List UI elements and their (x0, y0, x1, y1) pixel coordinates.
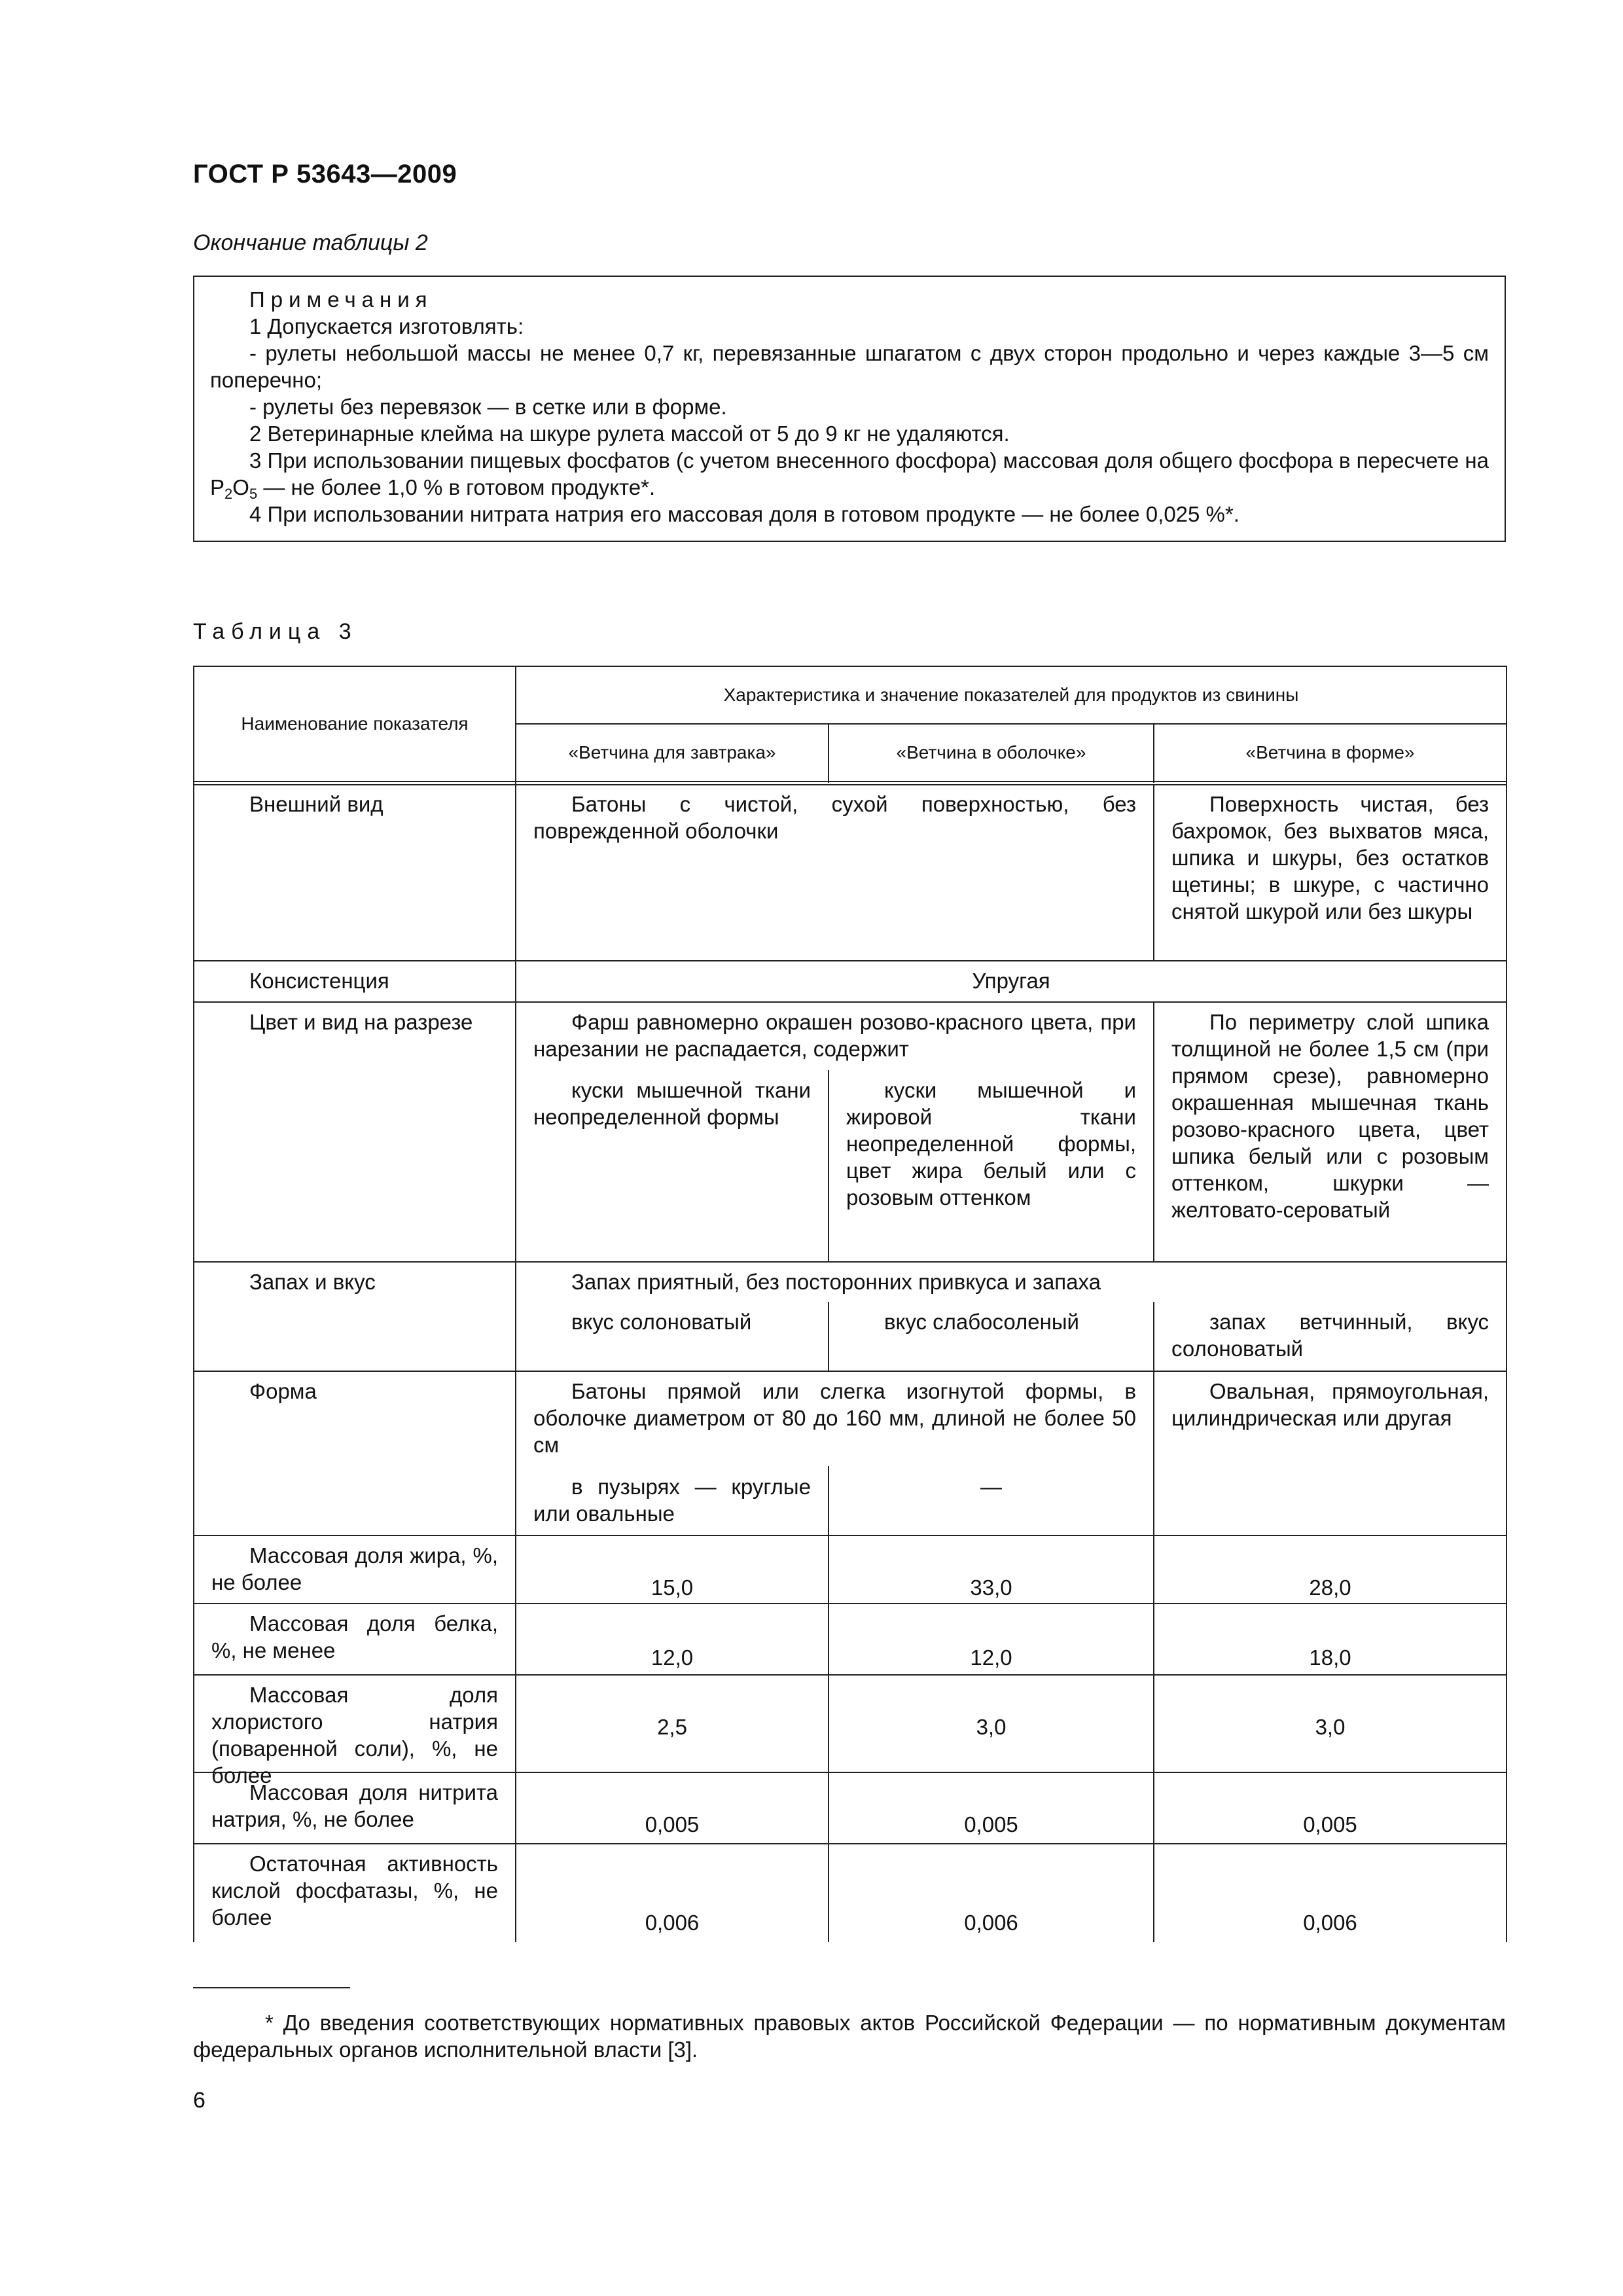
table-border-right (1506, 666, 1507, 1942)
row-label-shape (194, 1372, 515, 1405)
continuation-caption: Окончание таблицы 2 (193, 230, 428, 255)
cell-text: запах ветчинный, вкус солоноватый (1171, 1310, 1489, 1361)
row-label-color-cut (194, 1003, 515, 1035)
row-label-consistency (194, 962, 515, 994)
protein-mold: 18,0 (1309, 1645, 1351, 1670)
cell-text: вкус солоноватый (571, 1310, 752, 1334)
label-text: Массовая доля хлористого натрия (поваренной соли), %, не более (211, 1683, 498, 1787)
row-label-fat (194, 1537, 515, 1596)
row-line (193, 1603, 1507, 1604)
label-text: Массовая доля нитрита натрия, %, не более (211, 1780, 498, 1831)
note-item: - рулеты небольшой массы не менее 0,7 кг, перевязанные шпагатом с двух сторон продольно и через каждые 3—5 см поперечно; (210, 341, 1489, 392)
cell-text: Запах приятный, без посторонних привкуса и запаха (571, 1270, 1101, 1294)
note-text: 3 При использовании пищевых фосфатов (с учетом внесенного фосфора) массовая доля общего фосфора в пересчете на P (210, 448, 1489, 499)
table-caption: Таблица 3 (193, 619, 358, 644)
fat-breakfast: 15,0 (651, 1575, 694, 1600)
appearance-common (516, 785, 1153, 844)
row-line (193, 1535, 1507, 1536)
cell-text: По периметру слой шпика толщиной не более 1,5 см (при прямом срезе), равномерно окрашенная мышечная ткань розово-красного цвета, цвет шпика белый или с розовым оттенком, шкурки — желтовато-сероватый (1171, 1010, 1489, 1222)
header-product-casing: «Ветчина в оболочке» (896, 742, 1086, 762)
note-text: — не более 1,0 % в готовом продукте*. (257, 475, 656, 499)
label-text: Остаточная активность кислой фосфатазы, %, не более (211, 1852, 498, 1929)
footnote-rule (193, 1987, 350, 1988)
salt-mold: 3,0 (1315, 1715, 1346, 1739)
shape-common (516, 1372, 1153, 1458)
subscript: 5 (249, 486, 258, 502)
note-text: O (232, 475, 249, 499)
row-line (193, 960, 1507, 961)
label-text: Цвет и вид на разрезе (249, 1010, 473, 1034)
shape-mold (1154, 1372, 1506, 1431)
subscript: 2 (224, 486, 233, 502)
cell-text: куски мышечной и жировой ткани неопределенной формы, цвет жира белый или с розовым оттенком (846, 1078, 1136, 1210)
color-cut-mold (1154, 1003, 1506, 1223)
label-text: Массовая доля белка, %, не менее (211, 1611, 498, 1662)
header-product-mold: «Ветчина в форме» (1245, 742, 1415, 762)
note-item-phosphates (210, 447, 1489, 501)
cell-text: Батоны с чистой, сухой поверхностью, без поврежденной оболочки (533, 792, 1136, 843)
cell-text: — (980, 1475, 1002, 1499)
protein-casing: 12,0 (970, 1645, 1012, 1670)
phosphatase-mold: 0,006 (1303, 1910, 1357, 1935)
nitrite-breakfast: 0,005 (645, 1812, 700, 1837)
row-line (193, 1371, 1507, 1372)
protein-breakfast: 12,0 (651, 1645, 694, 1670)
shape-breakfast (516, 1468, 828, 1527)
smell-taste-common (516, 1263, 1506, 1295)
fat-casing: 33,0 (970, 1575, 1012, 1600)
phosphatase-breakfast: 0,006 (645, 1910, 700, 1935)
header-indicator: Наименование показателя (241, 713, 469, 734)
note-item: - рулеты без перевязок — в сетке или в форме. (249, 395, 727, 419)
notes-box (193, 276, 1506, 542)
smell-taste-mold (1154, 1303, 1506, 1362)
row-line (193, 1674, 1507, 1676)
row-line (193, 1001, 1507, 1003)
cell-text: Батоны прямой или слегка изогнутой формы, в оболочке диаметром от 80 до 160 мм, длиной не более 50 см (533, 1379, 1136, 1457)
smell-taste-breakfast (516, 1303, 828, 1335)
row-label-appearance (194, 785, 515, 817)
label-text: Внешний вид (249, 792, 383, 816)
fat-mold: 28,0 (1309, 1575, 1351, 1600)
header-group: Характеристика и значение показателей для продуктов из свинины (723, 685, 1299, 705)
footnote-text: * До введения соответствующих нормативных правовых актов Российской Федерации — по нормативным документам федеральных органов исполнительной власти [3]. (193, 2011, 1506, 2062)
label-text: Запах и вкус (249, 1270, 376, 1294)
nitrite-mold: 0,005 (1303, 1812, 1357, 1837)
row-line (193, 1843, 1507, 1844)
note-item: 1 Допускается изготовлять: (249, 314, 524, 338)
header-product-breakfast: «Ветчина для завтрака» (568, 742, 776, 762)
row-label-phosphatase (194, 1845, 515, 1931)
row-line (193, 1261, 1507, 1263)
footnote (193, 2009, 1506, 2063)
row-label-nitrite (194, 1774, 515, 1833)
cell-text: куски мышечной ткани неопределенной формы (533, 1078, 811, 1129)
color-cut-breakfast (516, 1071, 828, 1130)
row-label-smell-taste (194, 1263, 515, 1295)
row-label-protein (194, 1605, 515, 1664)
cell-text: Овальная, прямоугольная, цилиндрическая или другая (1171, 1379, 1489, 1430)
salt-casing: 3,0 (976, 1715, 1007, 1739)
nitrite-casing: 0,005 (964, 1812, 1018, 1837)
note-item: 2 Ветеринарные клейма на шкуре рулета массой от 5 до 9 кг не удаляются. (249, 422, 1010, 446)
cell-text: в пузырях — круглые или овальные (533, 1475, 811, 1526)
cell-text: Упругая (972, 969, 1050, 993)
row-label-salt (194, 1676, 515, 1789)
salt-breakfast: 2,5 (657, 1715, 687, 1739)
page-number: 6 (193, 2088, 205, 2113)
label-text: Форма (249, 1379, 317, 1403)
cell-text: Фарш равномерно окрашен розово-красного цвета, при нарезании не распадается, содержит (533, 1010, 1136, 1061)
label-text: Массовая доля жира, %, не более (211, 1543, 498, 1594)
smell-taste-casing (829, 1303, 1153, 1335)
color-cut-casing (829, 1071, 1153, 1211)
phosphatase-casing: 0,006 (964, 1910, 1018, 1935)
header-double-line (193, 781, 1507, 782)
note-item: 4 При использовании нитрата натрия его массовая доля в готовом продукте — не более 0,025 %*. (249, 502, 1240, 526)
cell-text: вкус слабосоленый (884, 1310, 1079, 1334)
consistency-common (516, 962, 1506, 994)
label-text: Консистенция (249, 969, 389, 993)
document-code: ГОСТ Р 53643—2009 (193, 160, 457, 188)
notes-title: Примечания (249, 287, 433, 312)
cell-text: Поверхность чистая, без бахромок, без выхватов мяса, шпика и шкуры, без остатков щетины; в шкуре, с частично снятой шкурой или без шкуры (1171, 792, 1489, 924)
color-cut-common (516, 1003, 1153, 1062)
shape-casing (829, 1468, 1153, 1500)
appearance-mold (1154, 785, 1506, 925)
